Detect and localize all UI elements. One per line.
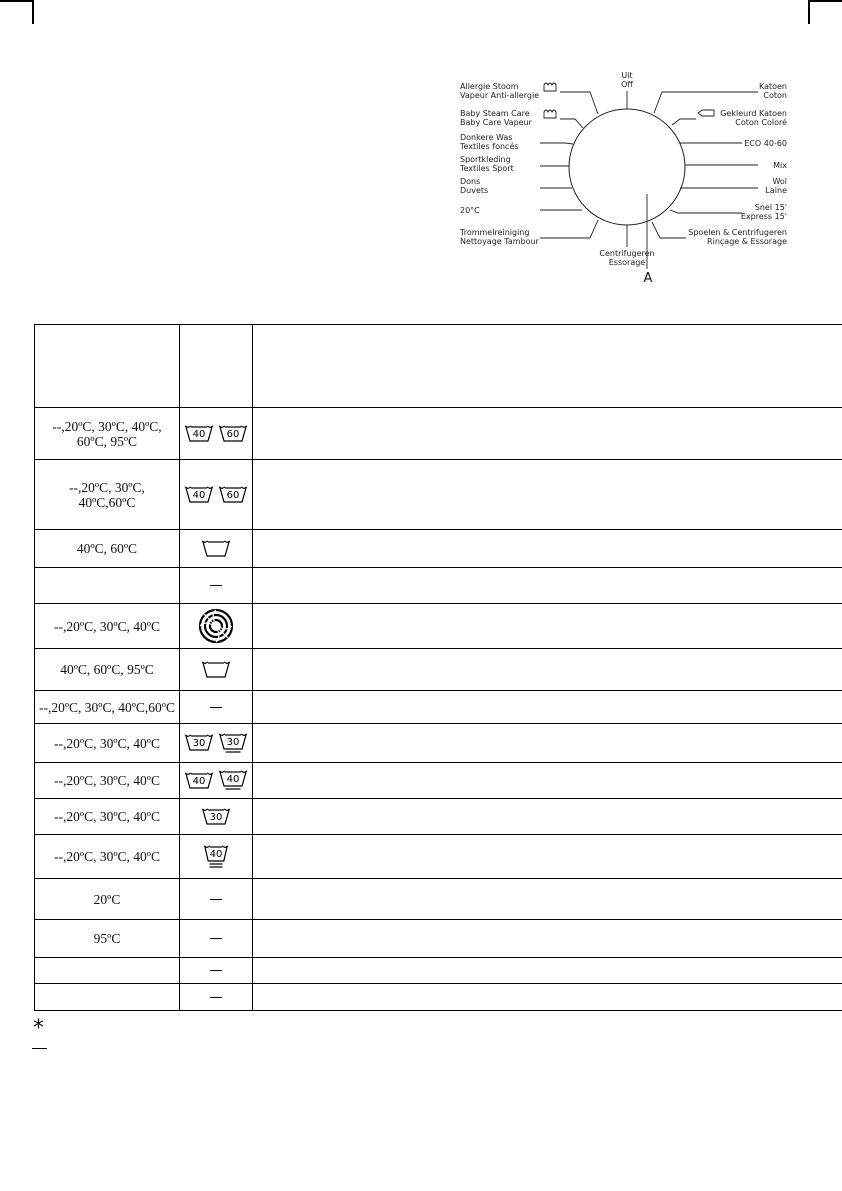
marker-a-label: A bbox=[643, 271, 653, 286]
dial-line-right-2 bbox=[672, 119, 696, 125]
dial-right-labels bbox=[652, 82, 787, 246]
svg-text:60: 60 bbox=[226, 489, 240, 501]
dial-label-left-7-2: Nettoyage Tambour bbox=[460, 237, 539, 246]
dash-icon bbox=[180, 691, 253, 724]
dial-label-bottom-2: Essorage bbox=[608, 258, 646, 267]
svg-text:40: 40 bbox=[209, 848, 223, 860]
description-cell bbox=[253, 724, 842, 763]
header-cell-temp bbox=[35, 325, 180, 408]
svg-text:40: 40 bbox=[192, 489, 206, 501]
dial-line-left-3 bbox=[540, 143, 573, 144]
dial-label-right-4-1: Mix bbox=[773, 161, 787, 170]
steam-icon-2 bbox=[544, 110, 556, 118]
dial-label-top-1: Uit bbox=[621, 71, 633, 80]
dial-label-right-2-1: Gekleurd Katoen bbox=[720, 109, 787, 118]
svg-text:40: 40 bbox=[192, 428, 206, 440]
dial-line-left-7 bbox=[540, 220, 598, 238]
table-row bbox=[35, 530, 842, 568]
dial-label-left-5-1: Dons bbox=[460, 177, 481, 186]
dial-line-left-2 bbox=[560, 119, 583, 128]
table-row bbox=[35, 604, 842, 649]
dash-icon bbox=[180, 879, 253, 920]
svg-text:40: 40 bbox=[226, 774, 240, 785]
temperature-cell bbox=[35, 958, 180, 984]
dash-icon bbox=[180, 920, 253, 958]
table-row bbox=[35, 879, 842, 920]
dial-label-right-1-1: Katoen bbox=[758, 82, 787, 91]
table-row bbox=[35, 408, 842, 460]
temperature-cell: --,20ºC, 30ºC, 40ºC bbox=[35, 724, 180, 763]
dial-label-right-5-1: Wol bbox=[772, 177, 787, 186]
description-cell bbox=[253, 984, 842, 1011]
table-row bbox=[35, 460, 842, 530]
dial-line-right-7 bbox=[652, 222, 686, 238]
svg-text:60: 60 bbox=[226, 428, 240, 440]
table-row bbox=[35, 649, 842, 691]
description-cell bbox=[253, 460, 842, 530]
svg-text:40: 40 bbox=[192, 775, 206, 787]
temperature-cell: --,20ºC, 30ºC, 40ºC bbox=[35, 604, 180, 649]
description-cell bbox=[253, 691, 842, 724]
tub-40-60-icon bbox=[180, 460, 253, 530]
dial-circle bbox=[569, 109, 685, 225]
dial-label-top-2: Off bbox=[621, 80, 633, 89]
table-header-row bbox=[35, 325, 842, 408]
crop-mark-right bbox=[808, 0, 842, 2]
table-row bbox=[35, 799, 842, 835]
dial-line-left-1 bbox=[560, 92, 598, 114]
temperature-cell: 20ºC bbox=[35, 879, 180, 920]
description-cell bbox=[253, 530, 842, 568]
description-cell bbox=[253, 799, 842, 835]
steam-icon-1 bbox=[544, 83, 556, 91]
dial-label-right-7-2: Rinçage & Essorage bbox=[707, 237, 787, 246]
table-row bbox=[35, 958, 842, 984]
temperature-cell: --,20ºC, 30ºC, 40ºC, 60ºC, 95ºC bbox=[35, 408, 180, 460]
dial-label-left-6-1: 20°C bbox=[460, 206, 480, 215]
temperature-cell: --,20ºC, 30ºC, 40ºC,60ºC bbox=[35, 460, 180, 530]
tub-40-60-icon bbox=[180, 408, 253, 460]
description-cell bbox=[253, 568, 842, 604]
tag-icon bbox=[698, 110, 714, 116]
table-row bbox=[35, 568, 842, 604]
dash-icon bbox=[180, 568, 253, 604]
dial-label-left-1-1: Allergie Stoom bbox=[460, 82, 519, 91]
dial-label-left-5-2: Duvets bbox=[460, 186, 489, 195]
tub-empty-icon bbox=[180, 649, 253, 691]
programme-table bbox=[34, 324, 842, 1011]
header-cell-description bbox=[253, 325, 842, 408]
description-cell bbox=[253, 879, 842, 920]
temperature-cell: 95ºC bbox=[35, 920, 180, 958]
dial-label-left-4-1: Sportkleding bbox=[460, 155, 511, 164]
table-row bbox=[35, 763, 842, 799]
tub-40-40gentle-icon bbox=[180, 763, 253, 799]
dash-icon bbox=[180, 984, 253, 1011]
dial-label-bottom-1: Centrifugeren bbox=[599, 249, 655, 258]
dial-label-right-6-1: Snel 15' bbox=[754, 203, 787, 212]
description-cell bbox=[253, 763, 842, 799]
dial-label-right-3-1: ECO 40-60 bbox=[744, 139, 787, 148]
svg-text:30: 30 bbox=[226, 736, 240, 748]
footnote-dash bbox=[32, 1048, 47, 1049]
dial-label-left-2-1: Baby Steam Care bbox=[460, 109, 530, 118]
dial-label-left-1-2: Vapeur Anti-allergie bbox=[460, 91, 540, 100]
description-cell bbox=[253, 408, 842, 460]
tub-40-verygentle-icon bbox=[180, 835, 253, 879]
dial-line-right-6 bbox=[670, 210, 742, 213]
footnote-asterisk: * bbox=[33, 1016, 44, 1041]
temperature-cell: --,20ºC, 30ºC, 40ºC bbox=[35, 835, 180, 879]
dial-left-labels bbox=[459, 82, 598, 246]
dial-label-right-2-2: Coton Coloré bbox=[735, 118, 787, 127]
svg-text:30: 30 bbox=[209, 811, 223, 823]
description-cell bbox=[253, 835, 842, 879]
temperature-cell: 40ºC, 60ºC, 95ºC bbox=[35, 649, 180, 691]
dial-label-right-6-2: Express 15' bbox=[740, 212, 787, 221]
tub-empty-icon bbox=[180, 530, 253, 568]
temperature-cell: --,20ºC, 30ºC, 40ºC bbox=[35, 763, 180, 799]
dial-label-left-3-1: Donkere Was bbox=[460, 133, 513, 142]
table-row bbox=[35, 835, 842, 879]
dial-label-right-5-2: Laine bbox=[765, 186, 787, 195]
tub-30-verygentle-icon bbox=[180, 799, 253, 835]
svg-text:30: 30 bbox=[192, 738, 206, 749]
dial-label-right-7-1: Spoelen & Centrifugeren bbox=[688, 228, 787, 237]
temperature-cell bbox=[35, 568, 180, 604]
dial-label-left-3-2: Textiles foncés bbox=[460, 142, 519, 151]
wool-mark-icon bbox=[180, 604, 253, 649]
temperature-cell: --,20ºC, 30ºC, 40ºC,60ºC bbox=[35, 691, 180, 724]
table-row bbox=[35, 691, 842, 724]
description-cell bbox=[253, 649, 842, 691]
crop-mark-left bbox=[0, 0, 34, 2]
temperature-cell bbox=[35, 984, 180, 1011]
dial-label-left-2-2: Baby Care Vapeur bbox=[460, 118, 532, 127]
dial-label-right-1-2: Coton bbox=[763, 91, 787, 100]
dash-icon bbox=[180, 958, 253, 984]
dial-label-left-7-1: Trommelreiniging bbox=[460, 228, 530, 237]
description-cell bbox=[253, 958, 842, 984]
dial-label-left-4-2: Textiles Sport bbox=[460, 164, 514, 173]
table-row bbox=[35, 920, 842, 958]
header-cell-symbol bbox=[180, 325, 253, 408]
table-row bbox=[35, 724, 842, 763]
dial-svg bbox=[440, 62, 800, 292]
description-cell bbox=[253, 920, 842, 958]
temperature-cell: --,20ºC, 30ºC, 40ºC bbox=[35, 799, 180, 835]
table-row bbox=[35, 984, 842, 1011]
description-cell bbox=[253, 604, 842, 649]
tub-30-30gentle-icon bbox=[180, 724, 253, 763]
programme-dial-diagram bbox=[440, 62, 800, 292]
temperature-cell: 40ºC, 60ºC bbox=[35, 530, 180, 568]
